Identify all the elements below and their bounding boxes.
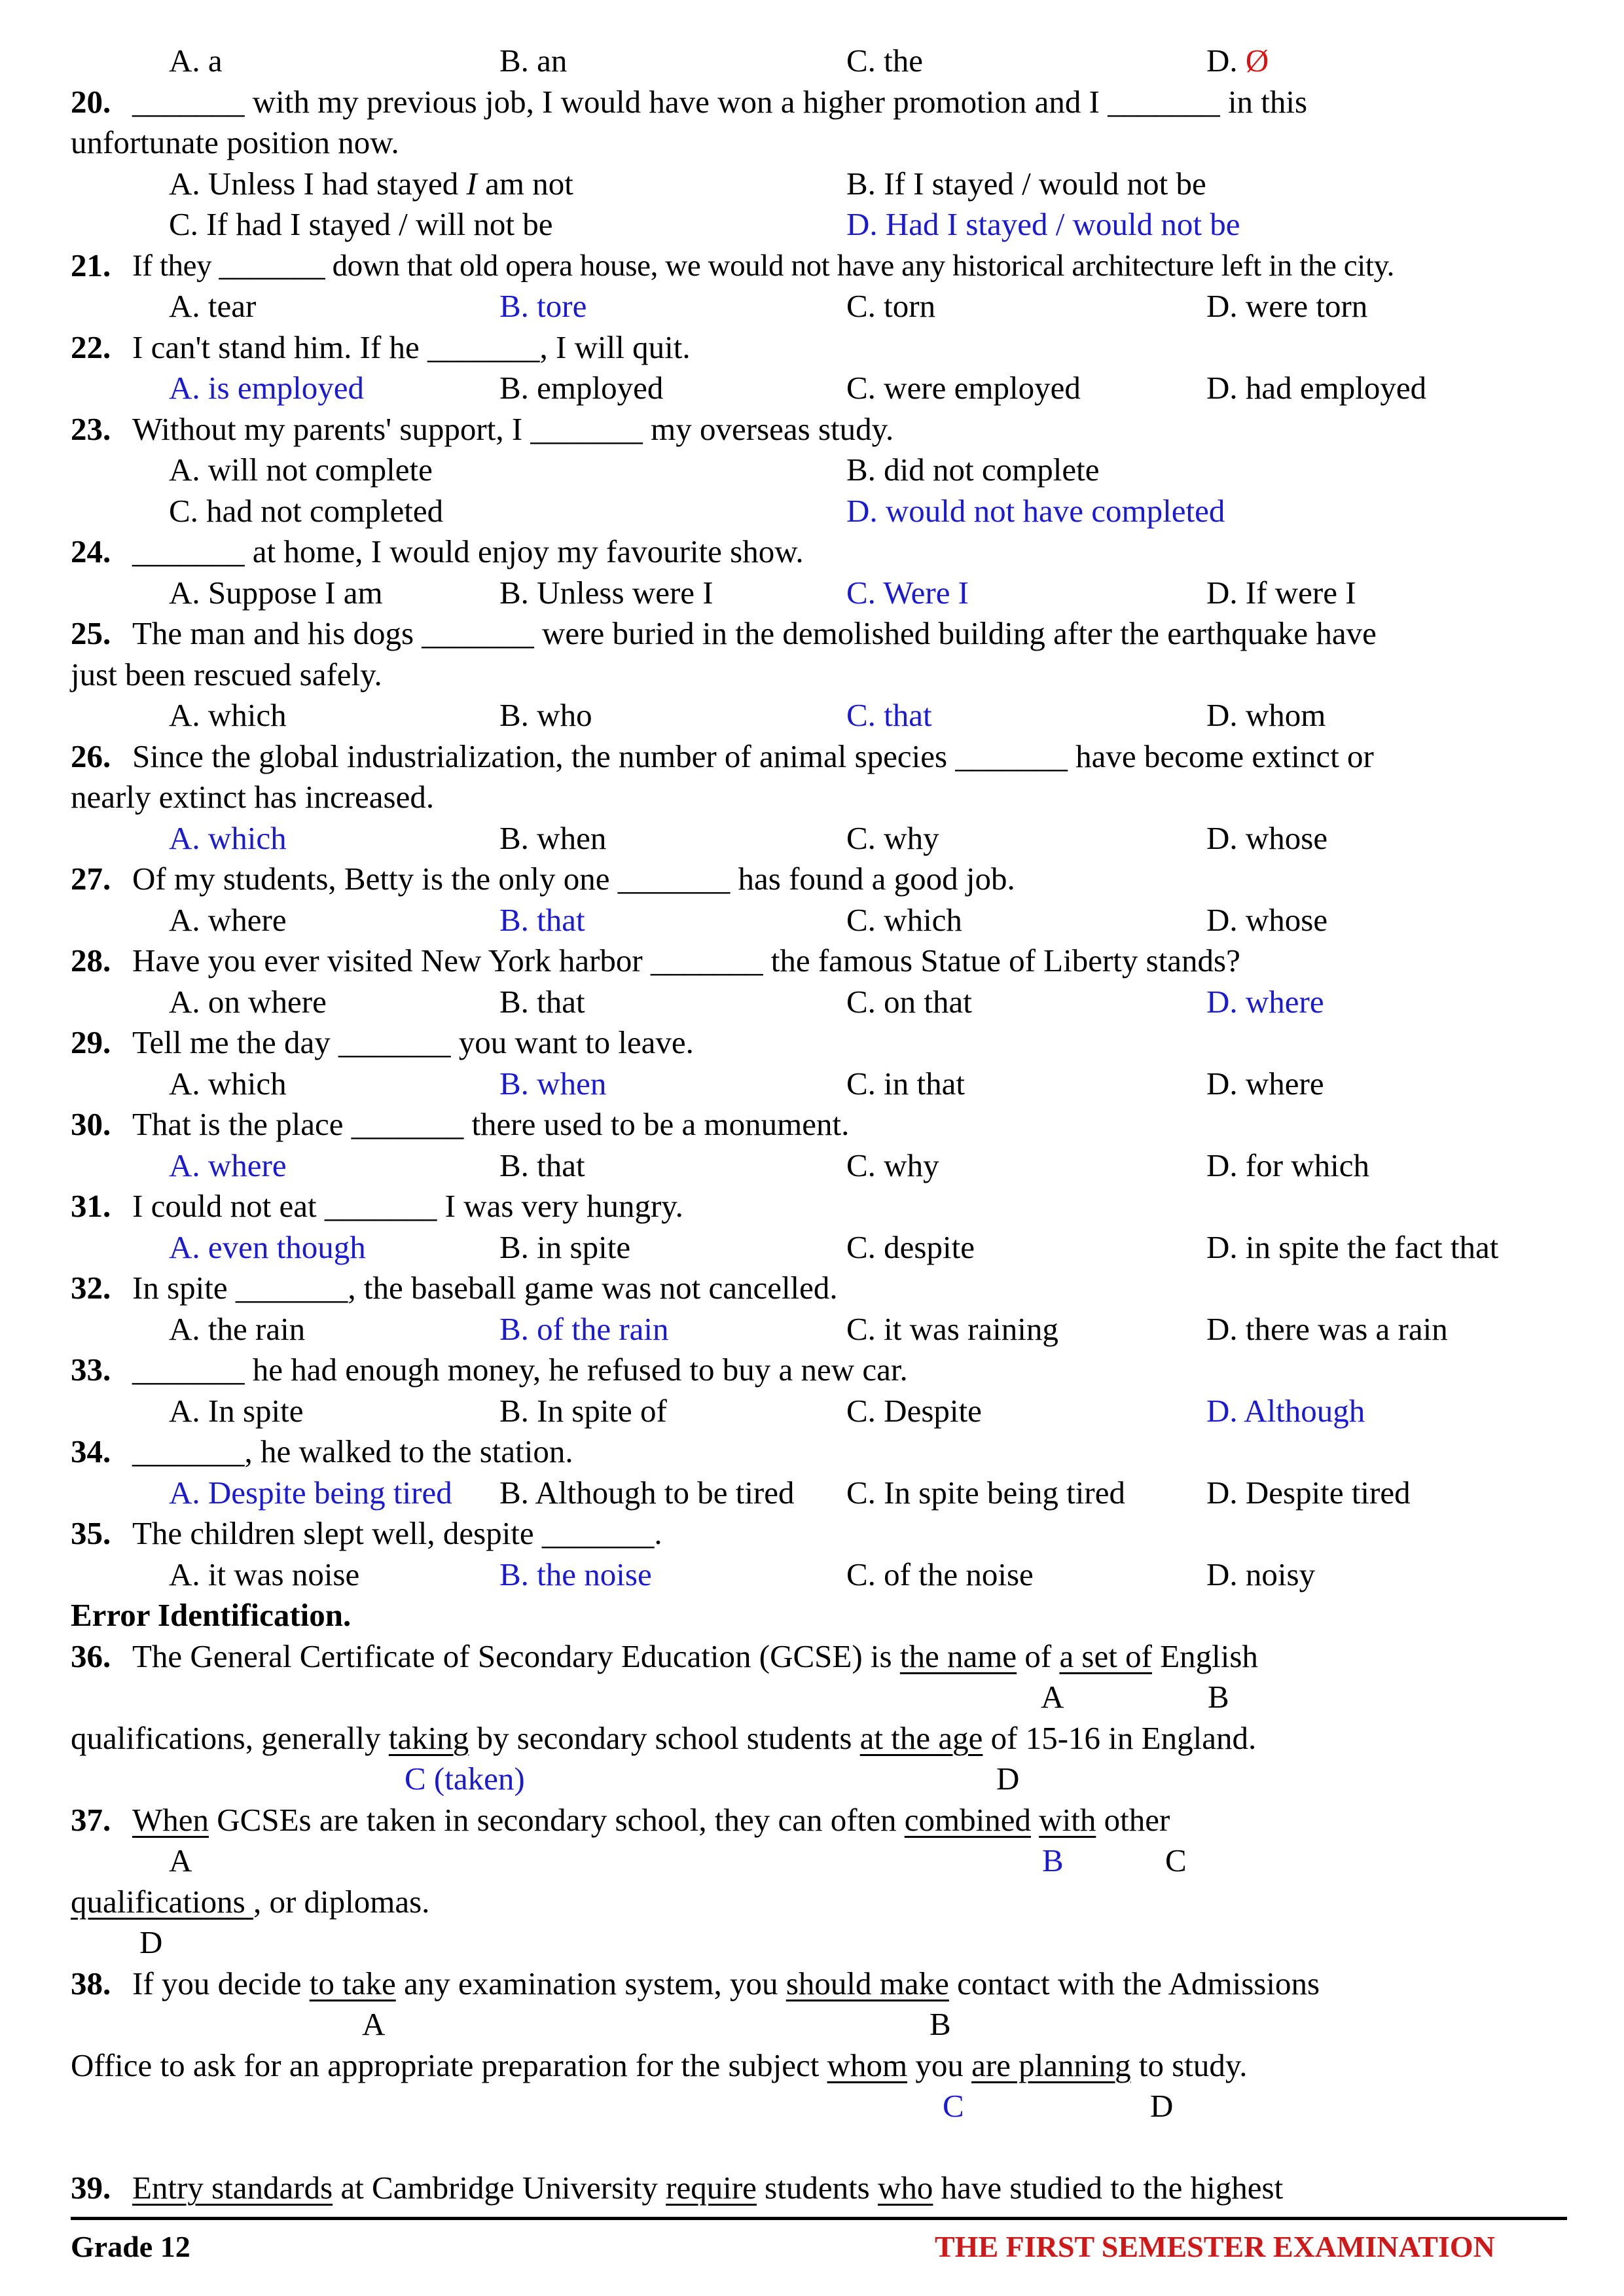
question-text: The children slept well, despite _______. bbox=[132, 1515, 662, 1551]
option-b-correct: B. of the rain bbox=[499, 1311, 669, 1347]
question-text: unfortunate position now. bbox=[71, 124, 399, 160]
question-31-stem bbox=[0, 1186, 1624, 1227]
question-27-options bbox=[0, 900, 1624, 941]
question-number: 37. bbox=[71, 1802, 111, 1838]
mark-a: A bbox=[169, 1842, 192, 1878]
option-d-correct: D. where bbox=[1206, 984, 1324, 1020]
empty-set-symbol: Ø bbox=[1245, 43, 1269, 79]
question-34-stem bbox=[0, 1431, 1624, 1472]
option-d: D. were torn bbox=[1206, 288, 1368, 324]
question-30-options bbox=[0, 1145, 1624, 1186]
option-b: B. when bbox=[499, 820, 607, 856]
option-b: B. Unless were I bbox=[499, 575, 713, 611]
option-c: C. which bbox=[846, 902, 962, 938]
option-c-correct: C. that bbox=[846, 697, 932, 733]
option-d-correct: D. would not have completed bbox=[846, 493, 1225, 529]
question-34-options bbox=[0, 1473, 1624, 1513]
question-25-stem bbox=[0, 613, 1624, 654]
option-b: B. who bbox=[499, 697, 592, 733]
underlined-c: whom bbox=[827, 2047, 908, 2083]
option-c: C. why bbox=[846, 820, 939, 856]
mark-d: D bbox=[139, 1924, 163, 1960]
underlined-d: at the age bbox=[859, 1720, 983, 1756]
underlined-a: When bbox=[132, 1802, 209, 1838]
question-30-stem bbox=[0, 1104, 1624, 1145]
question-35-options bbox=[0, 1554, 1624, 1595]
option-a: A. on where bbox=[169, 984, 327, 1020]
underlined-a: to take bbox=[309, 1965, 396, 2001]
question-36-line2 bbox=[0, 1718, 1624, 1759]
option-a-correct: A. Despite being tired bbox=[169, 1475, 452, 1511]
option-b: B. employed bbox=[499, 370, 664, 406]
question-text: qualifications, generally taking by secondary school students at the age of 15-16 in England. bbox=[71, 1720, 1257, 1756]
mark-c: C bbox=[1165, 1842, 1187, 1878]
mark-c-correct: C (taken) bbox=[405, 1761, 525, 1797]
option-b: B. an bbox=[499, 43, 568, 79]
question-text: qualifications , or diplomas. bbox=[71, 1884, 430, 1920]
question-number: 27. bbox=[71, 861, 111, 897]
question-20-stem bbox=[0, 82, 1624, 122]
question-37-line2 bbox=[0, 1882, 1624, 1922]
mark-a: A bbox=[1041, 1679, 1064, 1715]
question-20-stem-cont bbox=[0, 122, 1624, 163]
question-38-marks1 bbox=[0, 2004, 1624, 2045]
question-number: 36. bbox=[71, 1638, 111, 1674]
underlined-a: Entry standards bbox=[132, 2170, 333, 2206]
question-text: If you decide to take any examination system, you should make contact with the Admissions bbox=[132, 1965, 1320, 2001]
question-number: 22. bbox=[71, 329, 111, 365]
underlined-b: combined bbox=[904, 1802, 1031, 1838]
option-c: C. If had I stayed / will not be bbox=[169, 206, 553, 242]
question-number: 31. bbox=[71, 1188, 111, 1224]
option-c: C. the bbox=[846, 43, 924, 79]
option-a: A. Suppose I am bbox=[169, 575, 383, 611]
option-c: C. on that bbox=[846, 984, 972, 1020]
question-27-stem bbox=[0, 859, 1624, 899]
question-text: _______, he walked to the station. bbox=[132, 1433, 573, 1469]
footer-exam-title: THE FIRST SEMESTER EXAMINATION bbox=[935, 2230, 1495, 2263]
option-d: D. Despite tired bbox=[1206, 1475, 1411, 1511]
underlined-b: a set of bbox=[1059, 1638, 1152, 1674]
footer-divider bbox=[71, 2217, 1567, 2220]
option-d: D. where bbox=[1206, 1066, 1324, 1102]
option-b-correct: B. when bbox=[499, 1066, 607, 1102]
question-28-stem bbox=[0, 941, 1624, 981]
question-text: The General Certificate of Secondary Education (GCSE) is the name of a set of English bbox=[132, 1638, 1258, 1674]
option-a: A. tear bbox=[169, 288, 257, 324]
question-26-stem-cont bbox=[0, 777, 1624, 817]
underlined-c: with bbox=[1039, 1802, 1096, 1838]
option-b: B. that bbox=[499, 984, 585, 1020]
question-text: Tell me the day _______ you want to leave. bbox=[132, 1024, 694, 1060]
question-21-stem bbox=[0, 245, 1624, 286]
option-c: C. in that bbox=[846, 1066, 965, 1102]
question-text: When GCSEs are taken in secondary school, they can often combined with other bbox=[132, 1802, 1170, 1838]
question-32-stem bbox=[0, 1268, 1624, 1308]
question-21-options bbox=[0, 286, 1624, 327]
option-a-correct: A. where bbox=[169, 1147, 287, 1183]
option-a: A. where bbox=[169, 902, 287, 938]
mark-b-correct: B bbox=[1042, 1842, 1064, 1878]
question-26-options bbox=[0, 818, 1624, 859]
option-a-correct: A. even though bbox=[169, 1229, 366, 1265]
option-d: D. whose bbox=[1206, 820, 1328, 856]
underlined-b: should make bbox=[785, 1965, 949, 2001]
footer-grade: Grade 12 bbox=[71, 2230, 190, 2263]
option-c: C. were employed bbox=[846, 370, 1081, 406]
question-38-marks2 bbox=[0, 2086, 1624, 2126]
option-a-correct: A. which bbox=[169, 820, 287, 856]
option-c: C. it was raining bbox=[846, 1311, 1058, 1347]
option-c: C. despite bbox=[846, 1229, 975, 1265]
question-20-options-row2 bbox=[0, 204, 1624, 245]
section-heading: Error Identification. bbox=[71, 1597, 352, 1633]
underlined-a: the name bbox=[899, 1638, 1017, 1674]
question-number: 21. bbox=[71, 247, 111, 283]
question-35-stem bbox=[0, 1513, 1624, 1554]
question-29-stem bbox=[0, 1022, 1624, 1063]
question-text: _______ he had enough money, he refused to buy a new car. bbox=[132, 1352, 908, 1388]
question-text: Entry standards at Cambridge University require students who have studied to the highest bbox=[132, 2170, 1284, 2206]
question-number: 20. bbox=[71, 84, 111, 120]
question-26-stem bbox=[0, 736, 1624, 777]
option-d-correct: D. Had I stayed / would not be bbox=[846, 206, 1240, 242]
question-22-options bbox=[0, 368, 1624, 408]
question-text: Have you ever visited New York harbor _______ the famous Statue of Liberty stands? bbox=[132, 942, 1240, 978]
option-d: D. noisy bbox=[1206, 1556, 1316, 1592]
question-24-stem bbox=[0, 531, 1624, 572]
question-33-options bbox=[0, 1391, 1624, 1431]
option-a: A. In spite bbox=[169, 1393, 304, 1429]
option-d: D. If were I bbox=[1206, 575, 1356, 611]
question-24-options bbox=[0, 573, 1624, 613]
question-23-options-row1 bbox=[0, 450, 1624, 490]
question-36-marks1 bbox=[0, 1677, 1624, 1717]
question-text: Since the global industrialization, the number of animal species _______ have become extinct or bbox=[132, 738, 1374, 774]
underlined-d: are planning bbox=[971, 2047, 1131, 2083]
underlined-c: who bbox=[878, 2170, 933, 2206]
option-d: D. whose bbox=[1206, 902, 1328, 938]
question-23-options-row2 bbox=[0, 491, 1624, 531]
question-25-stem-cont bbox=[0, 655, 1624, 695]
option-b: B. did not complete bbox=[846, 452, 1100, 488]
question-number: 25. bbox=[71, 615, 111, 651]
option-d: D. in spite the fact that bbox=[1206, 1229, 1499, 1265]
option-b: B. Although to be tired bbox=[499, 1475, 795, 1511]
option-b: B. In spite of bbox=[499, 1393, 667, 1429]
option-a: A. the rain bbox=[169, 1311, 306, 1347]
question-number: 29. bbox=[71, 1024, 111, 1060]
option-d: D. had employed bbox=[1206, 370, 1427, 406]
question-33-stem bbox=[0, 1350, 1624, 1390]
mark-a: A bbox=[362, 2006, 386, 2042]
question-25-options bbox=[0, 695, 1624, 736]
question-number: 23. bbox=[71, 411, 111, 447]
option-a: A. which bbox=[169, 697, 287, 733]
question-text: nearly extinct has increased. bbox=[71, 779, 435, 815]
question-text: The man and his dogs _______ were buried in the demolished building after the earthquake have bbox=[132, 615, 1377, 651]
mark-d: D bbox=[1150, 2088, 1174, 2124]
question-19-options bbox=[0, 41, 1624, 81]
question-37-marks2 bbox=[0, 1922, 1624, 1963]
option-a: A. which bbox=[169, 1066, 287, 1102]
option-b: B. If I stayed / would not be bbox=[846, 166, 1206, 202]
question-37-marks1 bbox=[0, 1840, 1624, 1881]
question-number: 24. bbox=[71, 533, 111, 569]
question-22-stem bbox=[0, 327, 1624, 368]
option-b-correct: B. tore bbox=[499, 288, 587, 324]
question-text: _______ with my previous job, I would have won a higher promotion and I _______ in this bbox=[132, 84, 1308, 120]
question-number: 39. bbox=[71, 2170, 111, 2206]
question-31-options bbox=[0, 1227, 1624, 1268]
question-number: 35. bbox=[71, 1515, 111, 1551]
option-c: C. of the noise bbox=[846, 1556, 1034, 1592]
option-a: A. it was noise bbox=[169, 1556, 360, 1592]
mark-b: B bbox=[1208, 1679, 1229, 1715]
question-23-stem bbox=[0, 409, 1624, 450]
question-text: That is the place _______ there used to be a monument. bbox=[132, 1106, 850, 1142]
option-a: A. will not complete bbox=[169, 452, 433, 488]
option-d: D. Ø bbox=[1206, 43, 1269, 79]
question-39-line1 bbox=[0, 2168, 1624, 2208]
question-38-line1 bbox=[0, 1964, 1624, 2004]
question-28-options bbox=[0, 982, 1624, 1022]
question-20-options-row1 bbox=[0, 164, 1624, 204]
question-text: Office to ask for an appropriate preparation for the subject whom you are planning to study. bbox=[71, 2047, 1248, 2083]
option-c: C. had not completed bbox=[169, 493, 444, 529]
option-a-correct: A. is employed bbox=[169, 370, 365, 406]
mark-d: D bbox=[996, 1761, 1020, 1797]
question-text: If they _______ down that old opera house, we would not have any historical architecture left in the city. bbox=[132, 249, 1394, 283]
option-c: C. Despite bbox=[846, 1393, 982, 1429]
option-c: C. why bbox=[846, 1147, 939, 1183]
mark-c-correct: C bbox=[943, 2088, 964, 2124]
option-b-correct: B. that bbox=[499, 902, 585, 938]
option-d: D. whom bbox=[1206, 697, 1326, 733]
question-number: 26. bbox=[71, 738, 111, 774]
question-text: _______ at home, I would enjoy my favourite show. bbox=[132, 533, 804, 569]
option-b: B. in spite bbox=[499, 1229, 631, 1265]
underlined-b: require bbox=[666, 2170, 757, 2206]
question-36-marks2 bbox=[0, 1759, 1624, 1799]
question-text: Of my students, Betty is the only one _______ has found a good job. bbox=[132, 861, 1015, 897]
option-d: D. there was a rain bbox=[1206, 1311, 1448, 1347]
option-b-correct: B. the noise bbox=[499, 1556, 652, 1592]
question-number: 34. bbox=[71, 1433, 111, 1469]
question-36-line1 bbox=[0, 1636, 1624, 1677]
question-29-options bbox=[0, 1064, 1624, 1104]
option-a: A. Unless I had stayed I am not bbox=[169, 166, 573, 202]
section-heading-error-identification bbox=[0, 1595, 1624, 1636]
question-text: I can't stand him. If he _______, I will quit. bbox=[132, 329, 691, 365]
option-d-correct: D. Although bbox=[1206, 1393, 1365, 1429]
question-38-line2 bbox=[0, 2045, 1624, 2086]
question-number: 32. bbox=[71, 1270, 111, 1306]
question-37-line1 bbox=[0, 1800, 1624, 1840]
mark-b: B bbox=[929, 2006, 951, 2042]
option-c-correct: C. Were I bbox=[846, 575, 969, 611]
question-32-options bbox=[0, 1309, 1624, 1350]
question-text: I could not eat _______ I was very hungry. bbox=[132, 1188, 683, 1224]
question-number: 30. bbox=[71, 1106, 111, 1142]
option-b: B. that bbox=[499, 1147, 585, 1183]
option-c: C. torn bbox=[846, 288, 936, 324]
question-number: 28. bbox=[71, 942, 111, 978]
underlined-d: qualifications bbox=[71, 1884, 253, 1920]
question-text: Without my parents' support, I _______ my overseas study. bbox=[132, 411, 894, 447]
question-text: In spite _______, the baseball game was not cancelled. bbox=[132, 1270, 838, 1306]
question-number: 38. bbox=[71, 1965, 111, 2001]
option-c: C. In spite being tired bbox=[846, 1475, 1125, 1511]
option-a: A. a bbox=[169, 43, 223, 79]
question-number: 33. bbox=[71, 1352, 111, 1388]
underlined-c: taking bbox=[388, 1720, 469, 1756]
question-text: just been rescued safely. bbox=[71, 656, 382, 692]
option-d: D. for which bbox=[1206, 1147, 1370, 1183]
